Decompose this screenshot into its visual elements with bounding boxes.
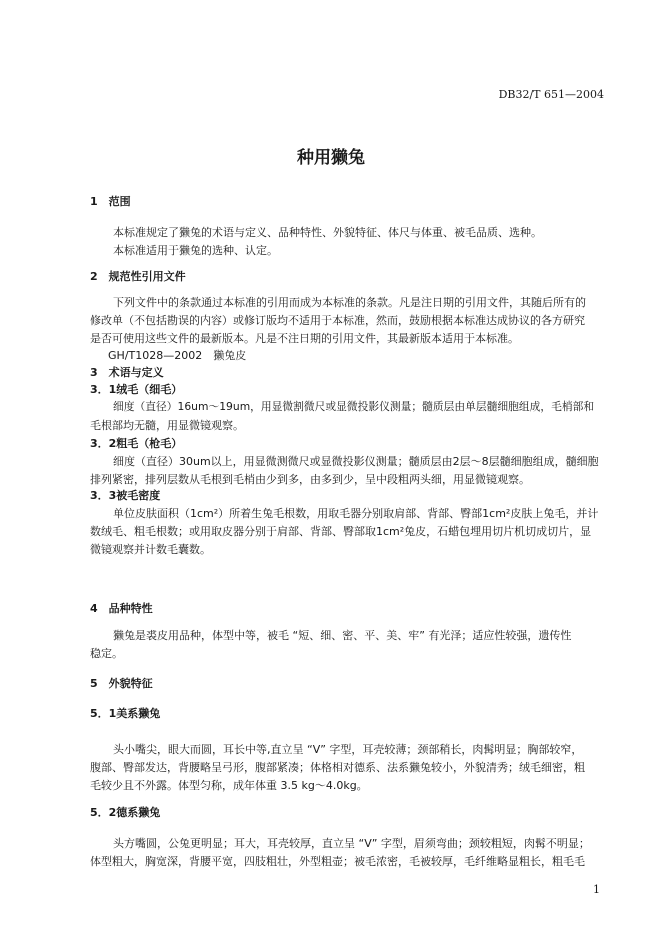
section-4-line-2: 稳定。 <box>90 647 123 660</box>
section-5-2-line-1: 头方嘴圆，公兔更明显；耳大，耳壳较厚，直立呈 “V” 字型，眉须弯曲；颈较粗短，肉髯不明显； <box>113 837 590 850</box>
section-1-paragraph-1: 本标准规定了獭兔的术语与定义、品种特性、外貌特征、体尺与体重、被毛品质、选种。 <box>113 226 542 239</box>
section-3-3-line-2: 数绒毛、粗毛根数；或用取皮器分别于肩部、背部、臀部取1cm²兔皮，石蜡包埋用切片机切成切片，显 <box>90 525 592 538</box>
section-3-2-line-2: 排列紧密，排列层数从毛根到毛梢由少到多，由多到少，呈中段粗两头细，用显微镜观察。 <box>90 473 530 486</box>
section-3-2-line-1: 细度（直径）30um以上，用显微测微尺或显微投影仪测量；髓质层由2层～8层髓细胞组成，髓细胞 <box>113 455 599 468</box>
section-5-1-line-3: 毛较少且不外露。体型匀称，成年体重 3.5 kg～4.0kg。 <box>90 779 368 792</box>
section-2-line-3: 是否可使用这些文件的最新版本。凡是不注日期的引用文件，其最新版本适用于本标准。 <box>90 332 519 345</box>
section-5-2-heading: 5．2德系獭兔 <box>90 806 161 819</box>
page-number: 1 <box>593 883 600 896</box>
section-3-1-line-2: 毛根部均无髓，用显微镜观察。 <box>90 419 244 432</box>
section-5-2-line-2: 体型粗大，胸宽深，背腰平宽，四肢粗壮，外型粗壶；被毛浓密，毛被较厚，毛纤维略显粗长，粗毛毛 <box>90 855 585 868</box>
section-2-line-2: 修改单（不包括勘误的内容）或修订版均不适用于本标准，然而，鼓励根据本标准达成协议的各方研究 <box>90 314 585 327</box>
section-4-heading: 4 品种特性 <box>90 602 153 615</box>
section-2-heading: 2 规范性引用文件 <box>90 270 186 283</box>
section-3-1-line-1: 细度（直径）16um～19um，用显微割微尺或显微投影仪测量；髓质层由单层髓细胞组成，毛梢部和 <box>113 400 595 413</box>
section-3-3-line-3: 微镜观察并计数毛囊数。 <box>90 543 211 556</box>
section-3-1-heading: 3．1绒毛（细毛） <box>90 383 183 396</box>
section-5-1-line-2: 腹部、臀部发达，背腰略呈弓形，腹部紧凑；体格相对德系、法系獭兔较小，外貌清秀；绒毛细密，粗 <box>90 761 585 774</box>
section-5-1-line-1: 头小嘴尖，眼大而圆，耳长中等,直立呈 “V” 字型，耳壳较薄；颈部稍长，肉髯明显；胸部较窄， <box>113 743 583 756</box>
section-5-1-heading: 5．1美系獭兔 <box>90 707 161 720</box>
section-3-3-heading: 3．3被毛密度 <box>90 489 161 502</box>
standard-code: DB32/T 651—2004 <box>498 88 604 101</box>
normative-reference: GH/T1028—2002 獭兔皮 <box>108 349 247 362</box>
section-5-heading: 5 外貌特征 <box>90 677 153 690</box>
section-3-heading: 3 术语与定义 <box>90 366 164 379</box>
section-1-heading: 1 范围 <box>90 195 131 208</box>
section-2-line-1: 下列文件中的条款通过本标准的引用而成为本标准的条款。凡是注日期的引用文件，其随后所有的 <box>113 296 586 309</box>
section-1-paragraph-2: 本标准适用于獭兔的选种、认定。 <box>113 244 278 257</box>
section-3-2-heading: 3．2粗毛（枪毛） <box>90 437 183 450</box>
page-title: 种用獭兔 <box>297 148 365 168</box>
section-4-line-1: 獭兔是裘皮用品种，体型中等，被毛 “短、细、密、平、美、牢” 有光泽；适应性较强，遗传性 <box>113 629 572 642</box>
section-3-3-line-1: 单位皮肤面积（1cm²）所着生兔毛根数，用取毛器分别取肩部、背部、臀部1cm²皮肤上兔毛，并计 <box>113 507 599 520</box>
